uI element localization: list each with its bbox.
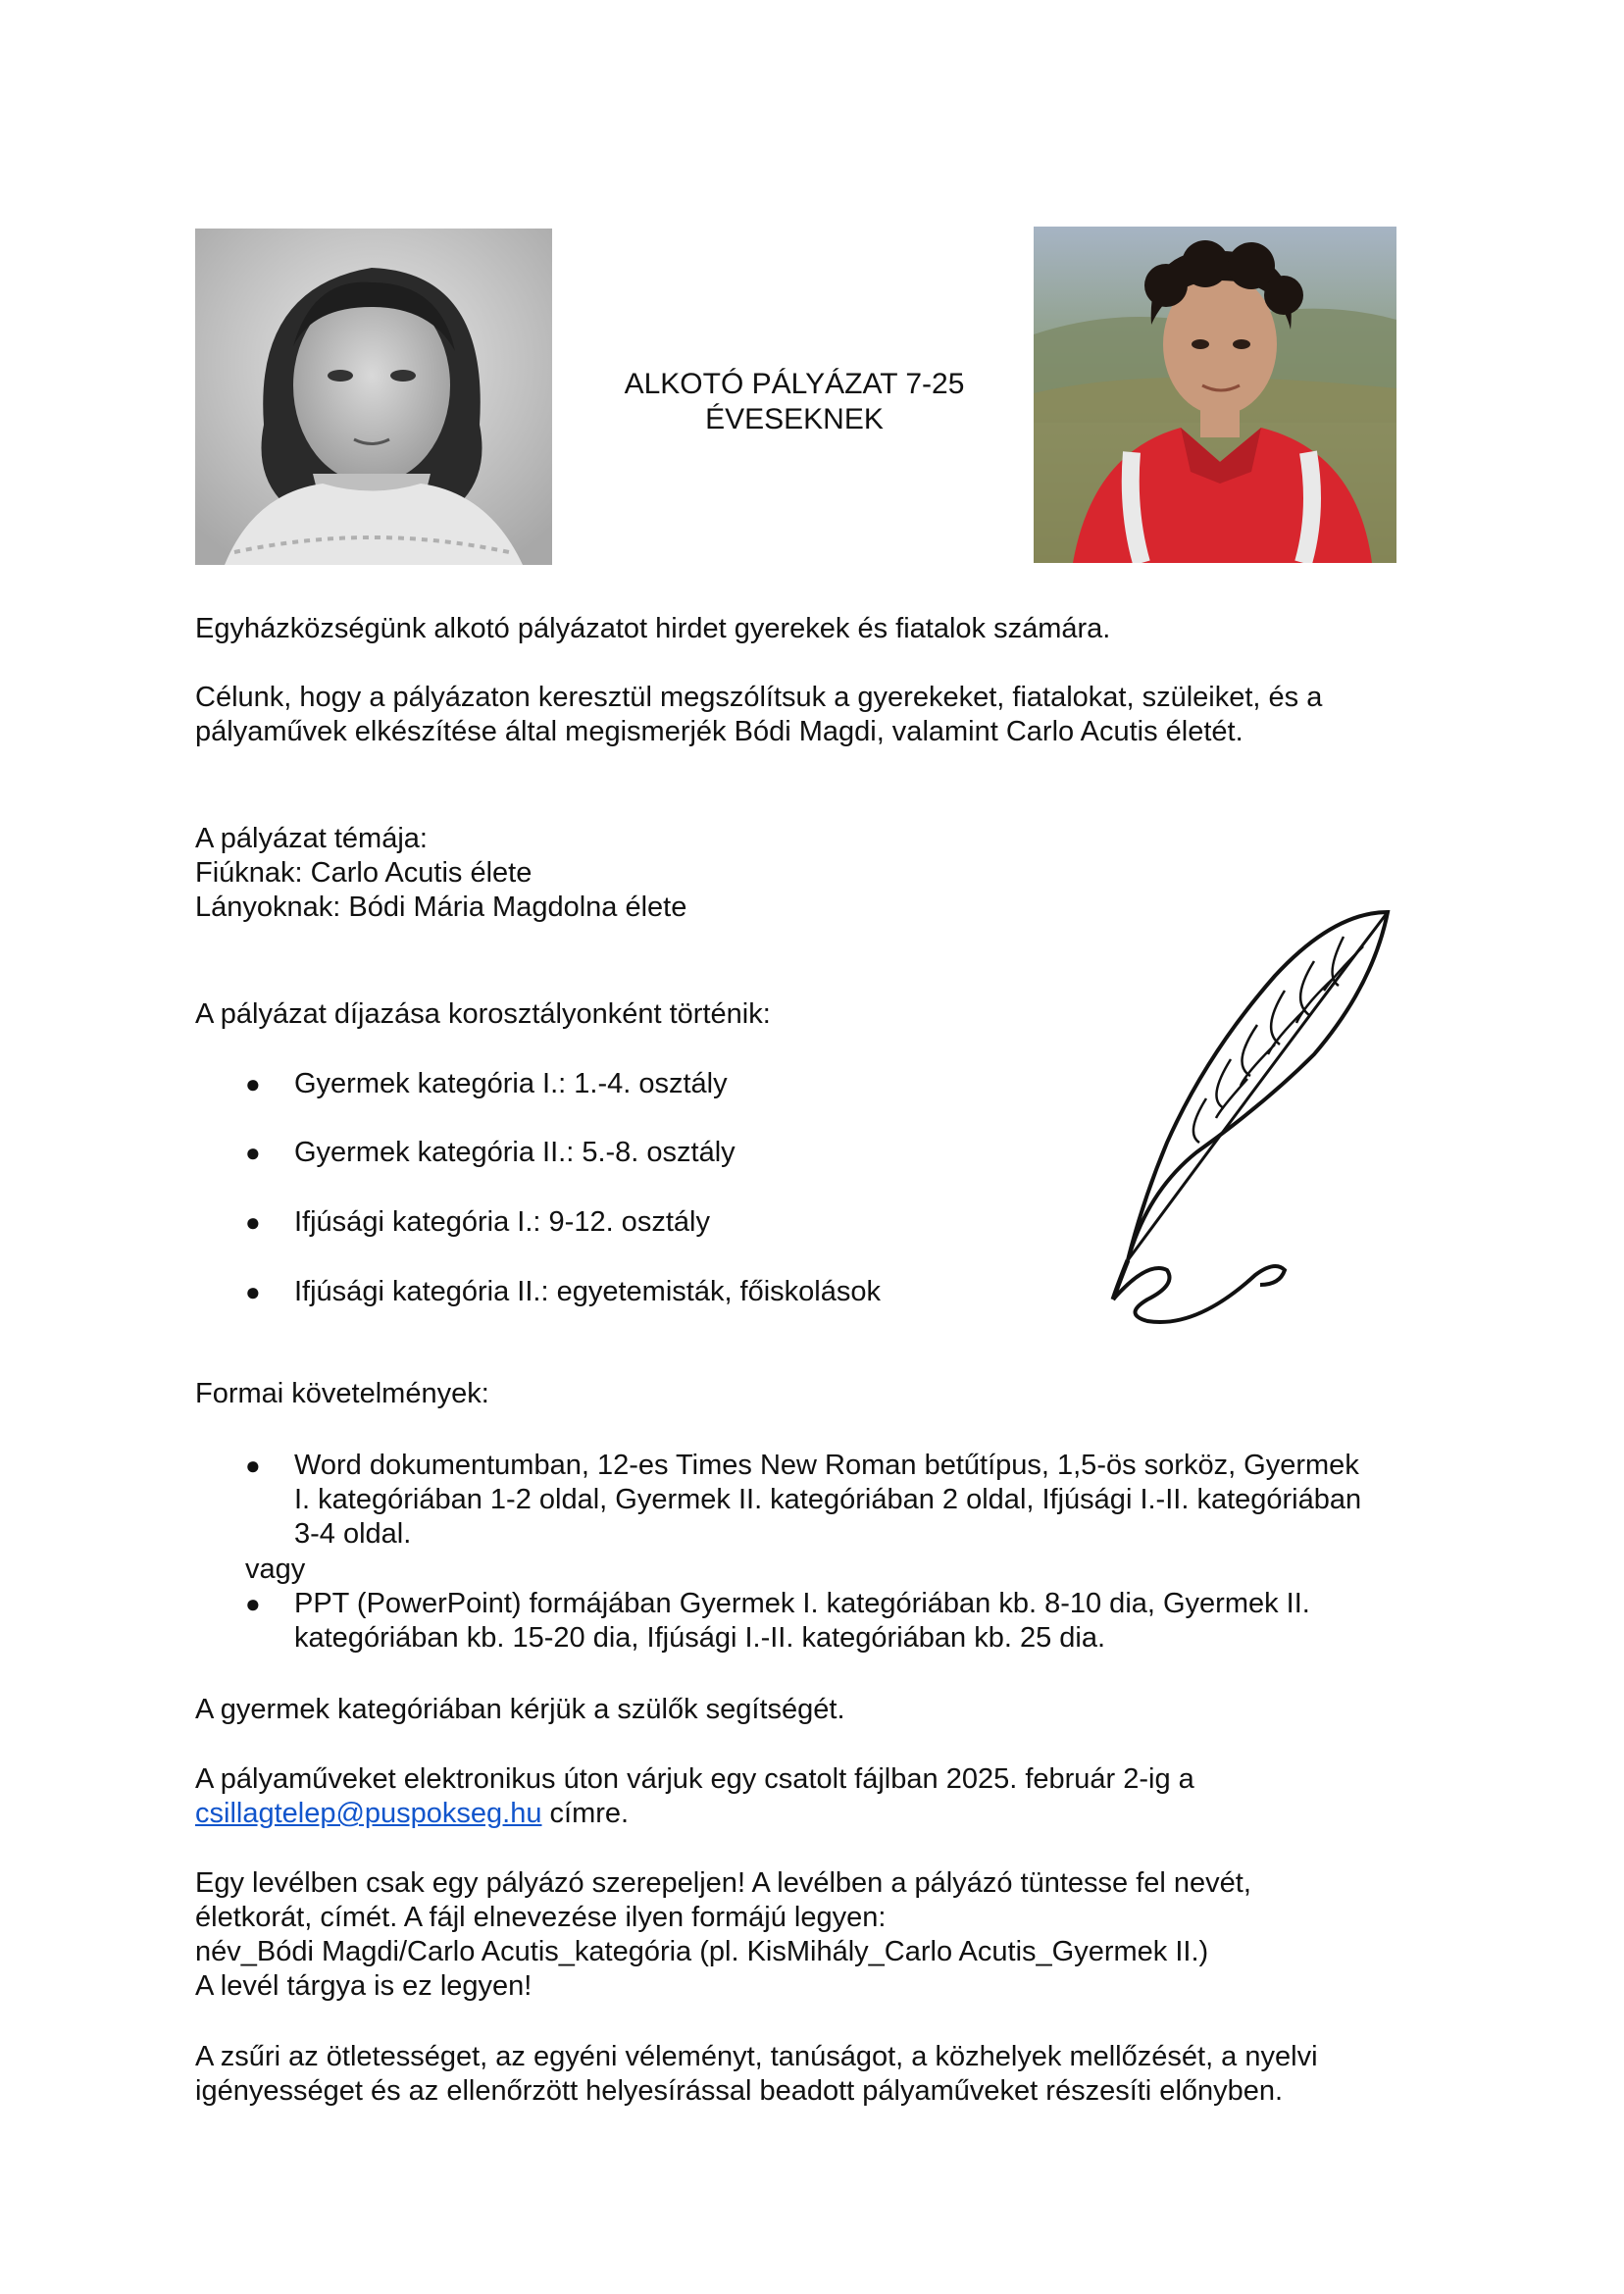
format-or: vagy — [245, 1554, 306, 1585]
portrait-left-photo — [195, 229, 552, 565]
theme-boys: Fiúknak: Carlo Acutis élete — [195, 857, 533, 889]
categories-heading: A pályázat díjazása korosztályonként történik: — [195, 998, 771, 1030]
bullet-icon: ● — [245, 1277, 261, 1306]
letter-line-3: név_Bódi Magdi/Carlo Acutis_kategória (pl. KisMihály_Carlo Acutis_Gyermek II.) — [195, 1936, 1209, 1967]
goal-line-1: Célunk, hogy a pályázaton keresztül megszólítsuk a gyerekeket, fiatalokat, szüleiket, és a — [195, 682, 1323, 713]
intro-paragraph: Egyházközségünk alkotó pályázatot hirdet gyerekek és fiatalok számára. — [195, 613, 1111, 644]
bullet-icon: ● — [245, 1589, 261, 1618]
goal-paragraph — [195, 681, 1322, 749]
jury-line-1: A zsűri az ötletességet, az egyéni véleményt, tanúságot, a közhelyek mellőzését, a nyelvi — [195, 2041, 1318, 2072]
bullet-icon: ● — [245, 1138, 261, 1167]
format-word-line-3: 3-4 oldal. — [294, 1518, 412, 1550]
theme-heading: A pályázat témája: — [195, 823, 428, 854]
submission-suffix: címre. — [541, 1798, 630, 1829]
theme-section — [195, 822, 686, 925]
format-ppt-line-2: kategóriában kb. 15-20 dia, Ifjúsági I.-II. kategóriában kb. 25 dia. — [294, 1622, 1106, 1654]
quill-feather-icon — [1040, 868, 1451, 1339]
format-ppt-line-1: PPT (PowerPoint) formájában Gyermek I. kategóriában kb. 8-10 dia, Gyermek II. — [294, 1588, 1310, 1619]
jury-line-2: igényességet és az ellenőrzött helyesírással beadott pályaműveket részesíti előnyben. — [195, 2075, 1284, 2107]
bullet-icon: ● — [245, 1069, 261, 1098]
format-word-line-2: I. kategóriában 1-2 oldal, Gyermek II. kategóriában 2 oldal, Ifjúsági I.-II. kategóriában — [294, 1484, 1362, 1515]
format-word-line-1: Word dokumentumban, 12-es Times New Roman betűtípus, 1,5-ös sorköz, Gyermek — [294, 1450, 1359, 1481]
portrait-right-photo — [1034, 227, 1396, 563]
page-title — [588, 367, 1000, 437]
jury-paragraph — [195, 2040, 1318, 2109]
category-item-1: Gyermek kategória I.: 1.-4. osztály — [294, 1068, 728, 1099]
format-word-item — [294, 1449, 1361, 1552]
theme-girls: Lányoknak: Bódi Mária Magdolna élete — [195, 892, 687, 923]
submission-paragraph — [195, 1762, 1194, 1831]
bullet-icon: ● — [245, 1451, 261, 1480]
letter-line-1: Egy levélben csak egy pályázó szerepeljen! A levélben a pályázó tüntesse fel nevét, — [195, 1867, 1251, 1899]
email-link[interactable]: csillagtelep@puspokseg.hu — [195, 1798, 542, 1829]
letter-line-2: életkorát, címét. A fájl elnevezése ilyen formájú legyen: — [195, 1902, 887, 1933]
format-ppt-item — [294, 1587, 1310, 1656]
category-item-2: Gyermek kategória II.: 5.-8. osztály — [294, 1137, 736, 1168]
title-line-2: ÉVESEKNEK — [705, 403, 884, 435]
letter-line-4: A levél tárgya is ez legyen! — [195, 1970, 533, 2002]
category-item-4: Ifjúsági kategória II.: egyetemisták, főiskolások — [294, 1276, 882, 1307]
goal-line-2: pályaművek elkészítése által megismerjék Bódi Magdi, valamint Carlo Acutis életét. — [195, 716, 1243, 747]
letter-paragraph — [195, 1866, 1251, 2004]
bullet-icon: ● — [245, 1207, 261, 1237]
format-heading: Formai követelmények: — [195, 1378, 489, 1409]
title-line-1: ALKOTÓ PÁLYÁZAT 7-25 — [624, 368, 965, 400]
parents-paragraph: A gyermek kategóriában kérjük a szülők segítségét. — [195, 1694, 845, 1725]
submission-line-1: A pályaműveket elektronikus úton várjuk egy csatolt fájlban 2025. február 2-ig a — [195, 1763, 1194, 1795]
category-item-3: Ifjúsági kategória I.: 9-12. osztály — [294, 1206, 710, 1238]
submission-line-2 — [195, 1797, 1194, 1831]
